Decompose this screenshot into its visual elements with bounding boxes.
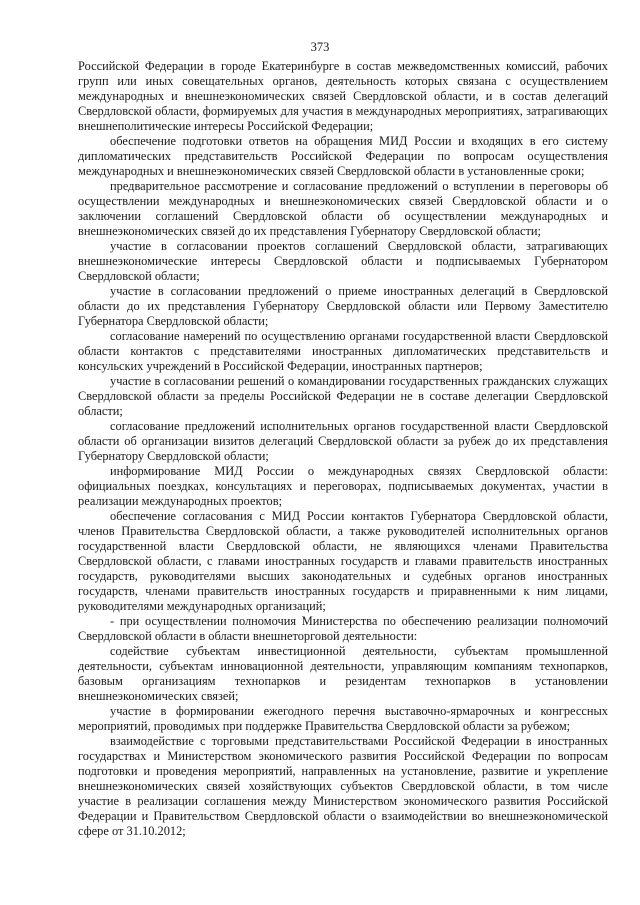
body-text	[78, 59, 608, 839]
paragraph: согласование предложений исполнительных органов государственной власти Свердловской области об организации визитов делегаций Свердловской области за рубеж до их представления Губернатору Свердловской области;	[78, 419, 608, 463]
page-number: 373	[310, 40, 330, 54]
paragraph: участие в согласовании решений о командировании государственных гражданских служащих Свердловской области за пределы Российской Федерации не в составе делегации Свердловской области;	[78, 374, 608, 418]
paragraph: взаимодействие с торговыми представительствами Российской Федерации в иностранных государствах и Министерством экономического развития Российской Федерации по вопросам подготовки и проведения мероприятий, направленных на установление, развитие и укрепление внешнеэкономических связей хозяйствующих субъектов Свердловской области, в том числе участие в реализации соглашения между Министерством экономического развития Российской Федерации и Правительством Свердловской области о взаимодействии во внешнеэкономической сфере от 31.10.2012;	[78, 734, 608, 838]
paragraph: участие в формировании ежегодного перечня выставочно-ярмарочных и конгрессных мероприятий, проводимых при поддержке Правительства Свердловской области за рубежом;	[78, 704, 608, 733]
paragraph: согласование намерений по осуществлению органами государственной власти Свердловской области контактов с представителями иностранных дипломатических представительств и консульских учреждений в Российской Федерации, иностранных партнеров;	[78, 329, 608, 373]
paragraph: обеспечение согласования с МИД России контактов Губернатора Свердловской области, членов Правительства Свердловской области, а также руководителей исполнительных органов государственной власти Свердловской области, не являющихся членами Правительства Свердловской области, с главами иностранных государств и главами правительств иностранных государств, руководителями высших законодательных и судебных органов иностранных государств, членами правительств иностранных государств и приравненными к ним лицами, руководителями международных организаций;	[78, 509, 608, 613]
section-heading-paragraph: - при осуществлении полномочия Министерства по обеспечению реализации полномочий Свердловской области в области внешнеторговой деятельности:	[78, 614, 608, 643]
paragraph: содействие субъектам инвестиционной деятельности, субъектам промышленной деятельности, субъектам инновационной деятельности, управляющим компаниям технопарков, базовым организациям технопарков и резидентам технопарков в установлении внешнеэкономических связей;	[78, 644, 608, 703]
paragraph: участие в согласовании предложений о приеме иностранных делегаций в Свердловской области до их представления Губернатору Свердловской области или Первому Заместителю Губернатора Свердловской области;	[78, 284, 608, 328]
paragraph-continuation: Российской Федерации в городе Екатеринбурге в состав межведомственных комиссий, рабочих групп или иных совещательных органов, деятельность которых связана с осуществлением международных и внешнеэкономических связей Свердловской области, и в состав делегаций Свердловской области, формируемых для участия в международных мероприятиях, затрагивающих внешнеполитические интересы Российской Федерации;	[78, 59, 608, 133]
paragraph: обеспечение подготовки ответов на обращения МИД России и входящих в его систему дипломатических представительств Российской Федерации по вопросам осуществления международных и внешнеэкономических связей Свердловской области в установленные сроки;	[78, 134, 608, 178]
paragraph: информирование МИД России о международных связях Свердловской области: официальных поездках, консультациях и переговорах, подписываемых документах, участии в реализации международных проектов;	[78, 464, 608, 508]
paragraph: предварительное рассмотрение и согласование предложений о вступлении в переговоры об осуществлении международных и внешнеэкономических связей Свердловской области и о заключении соглашений Свердловской области об осуществлении международных и внешнеэкономических связей до их представления Губернатору Свердловской области;	[78, 179, 608, 238]
paragraph: участие в согласовании проектов соглашений Свердловской области, затрагивающих внешнеэкономические интересы Свердловской области и подписываемых Губернатором Свердловской области;	[78, 239, 608, 283]
